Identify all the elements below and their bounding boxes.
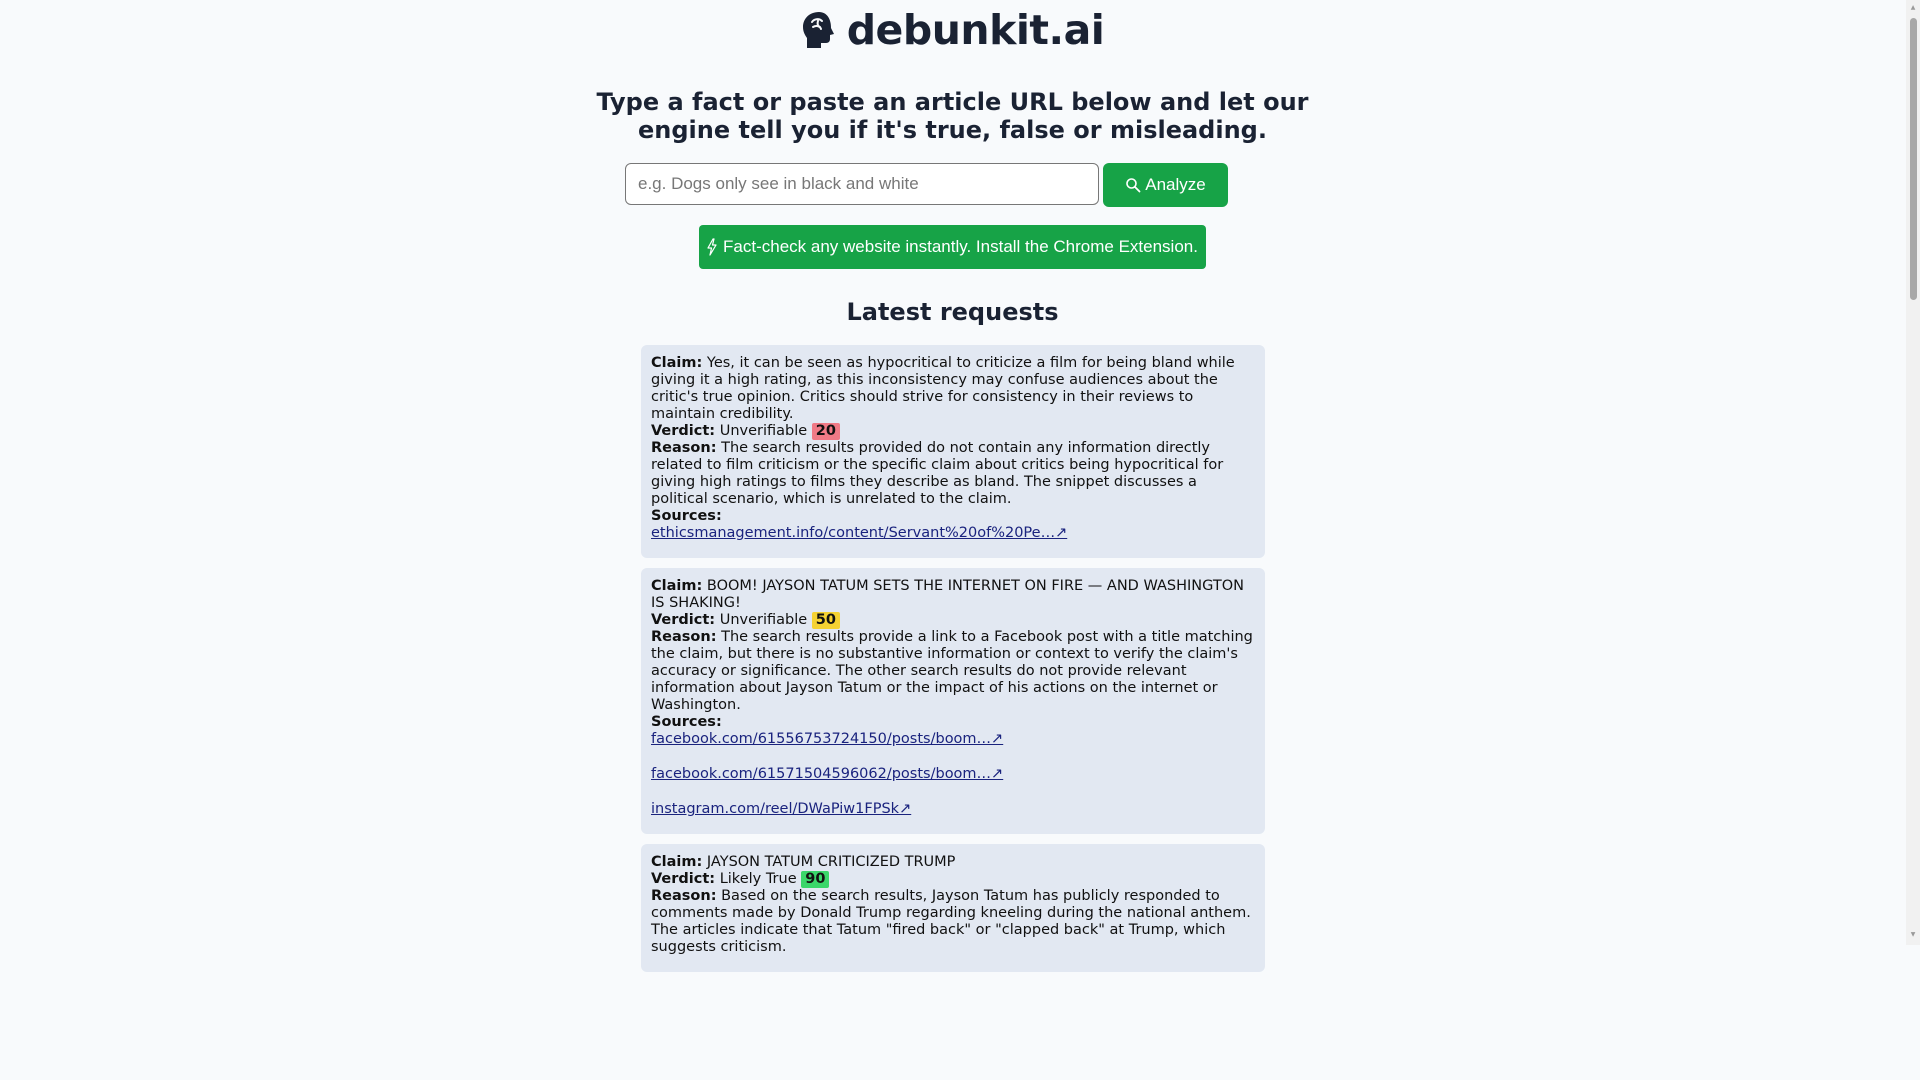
reason-text: The search results provide a link to a Facebook post with a title matching the claim, but there is no substantive information or context to verify the claim's accuracy or significance. The other search results do not provide relevant information about Jayson Tatum or the impact of his actions on the internet or Washington. <box>651 629 1253 713</box>
source-item <box>651 766 1255 783</box>
request-card <box>641 345 1265 558</box>
source-link[interactable]: facebook.com/61571504596062/posts/boom…↗ <box>651 766 1004 782</box>
page-headline <box>0 88 1905 144</box>
claim-row <box>651 355 1255 423</box>
sources-label: Sources: <box>651 714 722 730</box>
source-item <box>651 731 1255 748</box>
verdict-label: Verdict: <box>651 423 716 439</box>
install-extension-label: Fact-check any website instantly. Install the Chrome Extension. <box>723 237 1198 256</box>
claim-row <box>651 854 1255 871</box>
lightning-icon <box>707 239 717 255</box>
verdict-label: Verdict: <box>651 612 716 628</box>
reason-text: Based on the search results, Jayson Tatum has publicly responded to comments made by Donald Trump regarding kneeling during the national anthem. The articles indicate that Tatum "fired back" or "clapped back" at Trump, which suggests criticism. <box>651 888 1251 955</box>
verdict-row <box>651 612 1255 629</box>
headline-line-1: Type a fact or paste an article URL below and let our <box>596 88 1309 116</box>
search-form <box>625 163 1228 207</box>
headline-line-2: engine tell you if it's true, false or misleading. <box>638 116 1267 144</box>
score-badge: 90 <box>801 871 829 888</box>
reason-label: Reason: <box>651 440 717 456</box>
claim-text: Yes, it can be seen as hypocritical to criticize a film for being bland while giving it a high rating, as this inconsistency may confuse audiences about the critic's true opinion. Critics should strive for consistency in their reviews to maintain credibility. <box>651 355 1235 422</box>
latest-requests-title: Latest requests <box>846 298 1059 326</box>
reason-row <box>651 888 1255 956</box>
claim-label: Claim: <box>651 854 703 870</box>
sources-label: Sources: <box>651 508 722 524</box>
claim-text: BOOM! JAYSON TATUM SETS THE INTERNET ON FIRE — AND WASHINGTON IS SHAKING! <box>651 578 1244 611</box>
request-card <box>641 568 1265 834</box>
install-extension-button[interactable] <box>699 225 1206 269</box>
reason-text: The search results provided do not contain any information directly related to film criticism or the specific claim about critics being hypocritical for giving high ratings to films they describe as bland. The snippet discusses a political scenario, which is unrelated to the claim. <box>651 440 1224 507</box>
analyze-button[interactable] <box>1103 163 1228 207</box>
analyze-button-label: Analyze <box>1145 175 1206 194</box>
claim-text: JAYSON TATUM CRITICIZED TRUMP <box>706 854 956 870</box>
claim-row <box>651 578 1255 612</box>
scrollbar-thumb[interactable] <box>1910 18 1917 300</box>
brand-name: debunkit.ai <box>846 6 1105 54</box>
verdict-label: Verdict: <box>651 871 716 887</box>
latest-requests-list <box>641 345 1265 982</box>
verdict-row <box>651 423 1255 440</box>
brand-logo[interactable] <box>0 6 1905 54</box>
reason-label: Reason: <box>651 629 717 645</box>
verdict-row <box>651 871 1255 888</box>
search-input[interactable] <box>625 163 1099 205</box>
search-icon <box>1125 177 1141 193</box>
source-link[interactable]: facebook.com/61556753724150/posts/boom…↗ <box>651 731 1004 747</box>
score-badge: 20 <box>812 423 840 440</box>
verdict-text: Unverifiable <box>719 612 808 628</box>
reason-row <box>651 440 1255 508</box>
request-card <box>641 844 1265 972</box>
source-link[interactable]: ethicsmanagement.info/content/Servant%20of%20Pe…↗ <box>651 525 1068 541</box>
scroll-up-arrow-icon[interactable]: ▲ <box>1910 4 1916 11</box>
source-item <box>651 525 1255 542</box>
reason-row <box>651 629 1255 714</box>
page-scrollbar[interactable] <box>1906 0 1920 945</box>
claim-label: Claim: <box>651 578 703 594</box>
score-badge: 50 <box>812 612 840 629</box>
verdict-text: Likely True <box>719 871 797 887</box>
scroll-down-arrow-icon[interactable]: ▼ <box>1910 931 1916 938</box>
claim-label: Claim: <box>651 355 703 371</box>
source-link[interactable]: instagram.com/reel/DWaPiw1FPSk↗ <box>651 801 912 817</box>
head-brain-icon <box>801 10 837 50</box>
source-item <box>651 801 1255 818</box>
reason-label: Reason: <box>651 888 717 904</box>
verdict-text: Unverifiable <box>719 423 808 439</box>
